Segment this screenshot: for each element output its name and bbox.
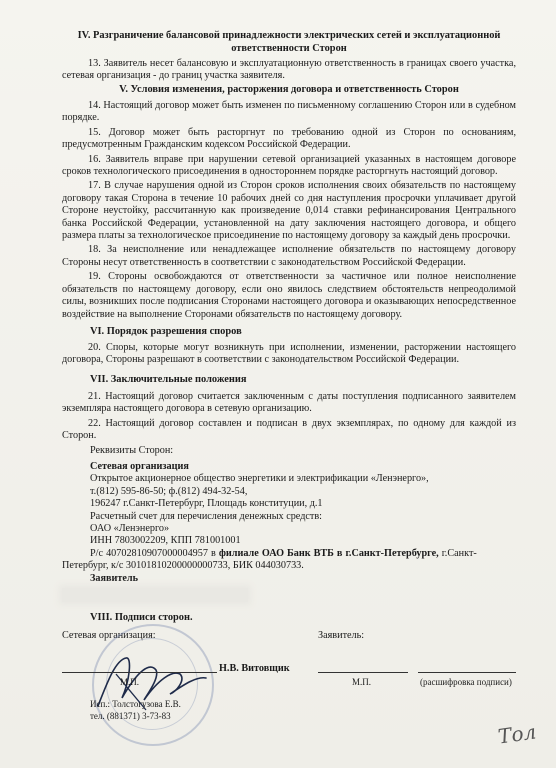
- network-org-requisites: [90, 461, 520, 560]
- account-caption: Расчетный счет для перечисления денежных средств:: [90, 510, 322, 522]
- clause-20: 20. Споры, которые могут возникнуть при исполнении, изменении, расторжении настоящего договора, Стороны разрешают в соответствии с законодательством Российской Федерации.: [62, 342, 516, 366]
- clause-19: 19. Стороны освобождаются от ответственности за частичное или полное неисполнение обязательств по настоящему договору, если оно явилось следствием обстоятельств непреодолимой силы, возникших после подписания Сторонами настоящего договора и оказывающих непосредственное воздействие на выполнение Сторонами обязательств по настоящему договору.: [62, 271, 516, 320]
- stamp-place-1: М.П.: [120, 677, 140, 687]
- section-7-title: VII. Заключительные положения: [90, 374, 247, 385]
- section-8-title: VIII. Подписи сторон.: [90, 612, 193, 623]
- org-short-name: ОАО «Ленэнерго»: [90, 523, 170, 535]
- executor-phone: тел. (881371) 3-73-83: [90, 711, 171, 721]
- org-full-name: Открытое акционерное общество энергетики и электрификации «Ленэнерго»,: [90, 473, 429, 485]
- applicant-heading: Заявитель: [90, 573, 138, 584]
- applicant-label: Заявитель:: [318, 630, 365, 641]
- redacted-area: [62, 588, 248, 602]
- bank-city-start: г.Санкт-: [441, 547, 477, 559]
- clause-18: 18. За неисполнение или ненадлежащее исполнение обязательств по настоящему договору Стороны несут ответственность в соответствии с законодательством Российской Федерации.: [62, 244, 516, 268]
- org-inn-kpp: ИНН 7803002209, КПП 781001001: [90, 535, 241, 547]
- org-phone-fax: т.(812) 595-86-50; ф.(812) 494-32-54,: [90, 485, 248, 497]
- settlement-account: Р/с 40702810907000004957 в: [90, 547, 216, 559]
- clause-16: 16. Заявитель вправе при нарушении сетевой организацией указанных в настоящем договоре сроков технологического присоединения в одностороннем порядке расторгнуть настоящий договор.: [62, 153, 516, 178]
- bank-details: Петербург, к/с 30101810200000000733, БИК 044030733.: [62, 560, 304, 571]
- section-5-title: V. Условия изменения, расторжения договора и ответственность Сторон: [119, 84, 459, 95]
- requisites-title: Реквизиты Сторон:: [90, 445, 174, 456]
- section-4-title: IV. Разграничение балансовой принадлежности электрических сетей и эксплуатационной ответственности Сторон: [77, 30, 501, 54]
- clause-13: 13. Заявитель несет балансовую и эксплуатационную ответственность в границах своего участка, сетевая организация - до границ участка заявителя.: [62, 58, 516, 82]
- applicant-decode-line: [418, 672, 516, 673]
- executor: Исп.: Толстогузова Е.В.: [90, 699, 181, 709]
- network-org-heading: Сетевая организация: [90, 461, 189, 472]
- handwritten-note: Тол: [496, 719, 538, 749]
- clause-21: 21. Настоящий договор считается заключенным с даты поступления подписанного заявителем экземпляра настоящего договора в сетевую организацию.: [62, 391, 516, 415]
- clause-14: 14. Настоящий договор может быть изменен по письменному соглашению Сторон или в судебном порядке.: [62, 100, 516, 124]
- stamp-place-2: М.П.: [352, 677, 372, 687]
- clause-17: 17. В случае нарушения одной из Сторон сроков исполнения своих обязательств по настоящему договору такая Сторона в течение 10 рабочих дней со дня наступления просрочки уплачивает другой Стороне неустойку, рассчитанную как произведение 0,014 ставки рефинансирования Центрального банка Российской Федерации, установленной на дату заключения настоящего договора, и общего размера платы за технологическое присоединение по настоящему договору за каждый день просрочки.: [62, 180, 516, 242]
- signer-name: Н.В. Витовщик: [219, 663, 290, 674]
- section-6-title: VI. Порядок разрешения споров: [90, 326, 242, 337]
- network-org-label: Сетевая организация:: [62, 630, 156, 641]
- signature-decode-label: (расшифровка подписи): [420, 677, 512, 687]
- org-address: 196247 г.Санкт-Петербург, Площадь конституции, д.1: [90, 498, 323, 510]
- network-org-signature-line: [62, 672, 217, 673]
- clause-15: 15. Договор может быть расторгнут по требованию одной из Сторон по основаниям, предусмотренным Гражданским кодексом Российской Федерации.: [62, 126, 516, 151]
- applicant-signature-line: [318, 672, 408, 673]
- section-5-body: [62, 100, 516, 321]
- bank-branch: филиале ОАО Банк ВТБ в г.Санкт-Петербурге,: [218, 547, 439, 559]
- clause-22: 22. Настоящий договор составлен и подписан в двух экземплярах, по одному для каждой из Сторон.: [62, 417, 516, 442]
